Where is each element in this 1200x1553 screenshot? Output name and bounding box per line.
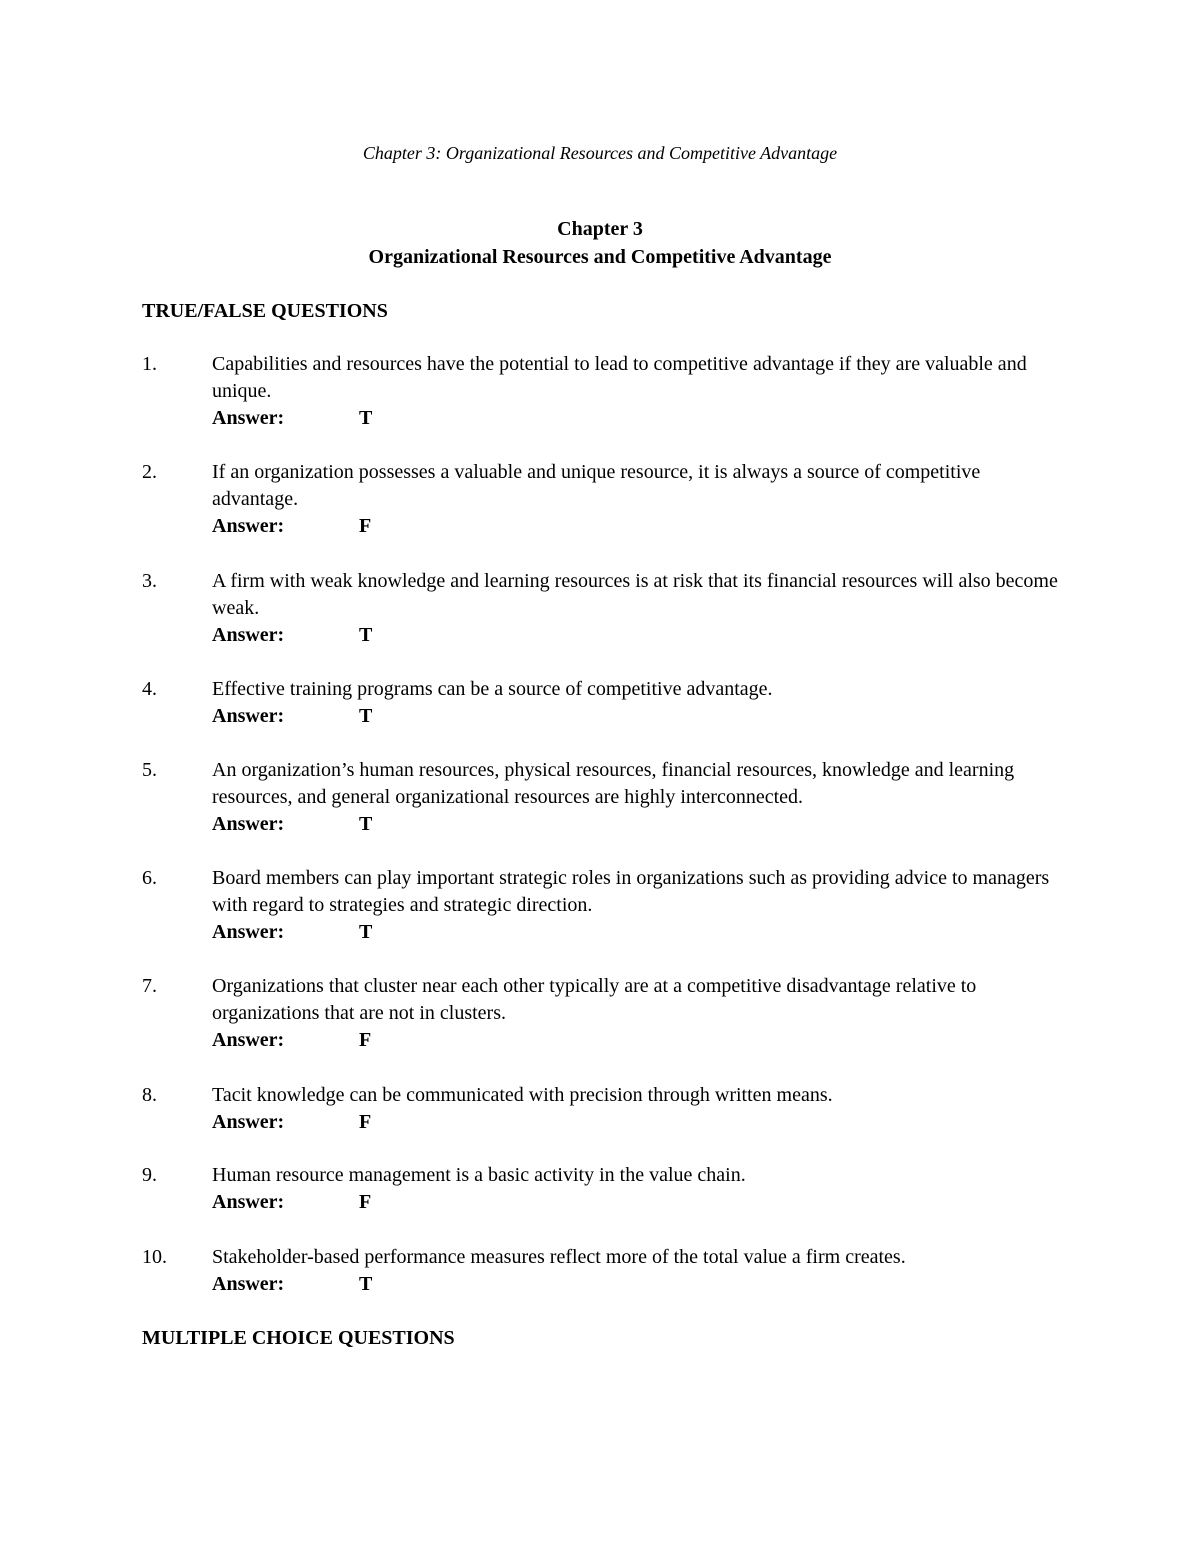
answer-label: Answer: xyxy=(212,1273,285,1295)
answer-value: T xyxy=(359,1273,373,1295)
question-text: An organization’s human resources, physical resources, financial resources, knowledge and learning resources, and general organizational resources are highly interconnected. xyxy=(212,759,1015,808)
answer-value: T xyxy=(359,624,373,646)
question-number: 5. xyxy=(142,759,157,781)
answer-label: Answer: xyxy=(212,1029,285,1051)
answer-line xyxy=(212,1109,1062,1136)
answer-line xyxy=(212,405,1062,432)
answer-label: Answer: xyxy=(212,624,285,646)
true-false-heading: TRUE/FALSE QUESTIONS xyxy=(142,300,388,322)
question-number: 8. xyxy=(142,1084,157,1106)
answer-line xyxy=(212,703,1062,730)
question-number: 2. xyxy=(142,461,157,483)
chapter-title: Organizational Resources and Competitive Advantage xyxy=(368,246,832,268)
answer-label: Answer: xyxy=(212,705,285,727)
answer-label: Answer: xyxy=(212,921,285,943)
answer-value: T xyxy=(359,705,373,727)
answer-value: F xyxy=(359,1111,372,1133)
question-number: 3. xyxy=(142,570,157,592)
answer-line xyxy=(212,1271,1062,1298)
answer-value: T xyxy=(359,813,373,835)
answer-label: Answer: xyxy=(212,1111,285,1133)
answer-label: Answer: xyxy=(212,1191,285,1213)
question-number: 9. xyxy=(142,1164,157,1186)
answer-line xyxy=(212,919,1062,946)
answer-label: Answer: xyxy=(212,813,285,835)
question-number: 6. xyxy=(142,867,157,889)
question-text: If an organization possesses a valuable and unique resource, it is always a source of competitive advantage. xyxy=(212,461,981,510)
multiple-choice-heading: MULTIPLE CHOICE QUESTIONS xyxy=(142,1327,455,1349)
question-number: 7. xyxy=(142,975,157,997)
answer-value: F xyxy=(359,1191,372,1213)
question-number: 4. xyxy=(142,678,157,700)
question-text: Capabilities and resources have the potential to lead to competitive advantage if they are valuable and unique. xyxy=(212,353,1027,402)
question-number: 1. xyxy=(142,353,157,375)
answer-value: T xyxy=(359,407,373,429)
question-text: Stakeholder-based performance measures reflect more of the total value a firm creates. xyxy=(212,1246,906,1268)
answer-label: Answer: xyxy=(212,407,285,429)
answer-line xyxy=(212,1189,1062,1216)
answer-value: F xyxy=(359,1029,372,1051)
question-text: Human resource management is a basic activity in the value chain. xyxy=(212,1164,746,1186)
answer-line xyxy=(212,513,1062,540)
answer-line xyxy=(212,622,1062,649)
answer-value: F xyxy=(359,515,372,537)
question-number: 10. xyxy=(142,1246,167,1268)
answer-line xyxy=(212,811,1062,838)
question-text: Organizations that cluster near each other typically are at a competitive disadvantage relative to organizations that are not in clusters. xyxy=(212,975,977,1024)
question-text: Tacit knowledge can be communicated with precision through written means. xyxy=(212,1084,833,1106)
answer-value: T xyxy=(359,921,373,943)
answer-label: Answer: xyxy=(212,515,285,537)
running-header: Chapter 3: Organizational Resources and Competitive Advantage xyxy=(362,143,838,163)
chapter-number: Chapter 3 xyxy=(557,218,643,240)
question-text: Effective training programs can be a source of competitive advantage. xyxy=(212,678,773,700)
answer-line xyxy=(212,1027,1062,1054)
question-text: Board members can play important strategic roles in organizations such as providing advice to managers with regard to strategies and strategic direction. xyxy=(212,867,1050,916)
question-text: A firm with weak knowledge and learning resources is at risk that its financial resources will also become weak. xyxy=(212,570,1058,619)
